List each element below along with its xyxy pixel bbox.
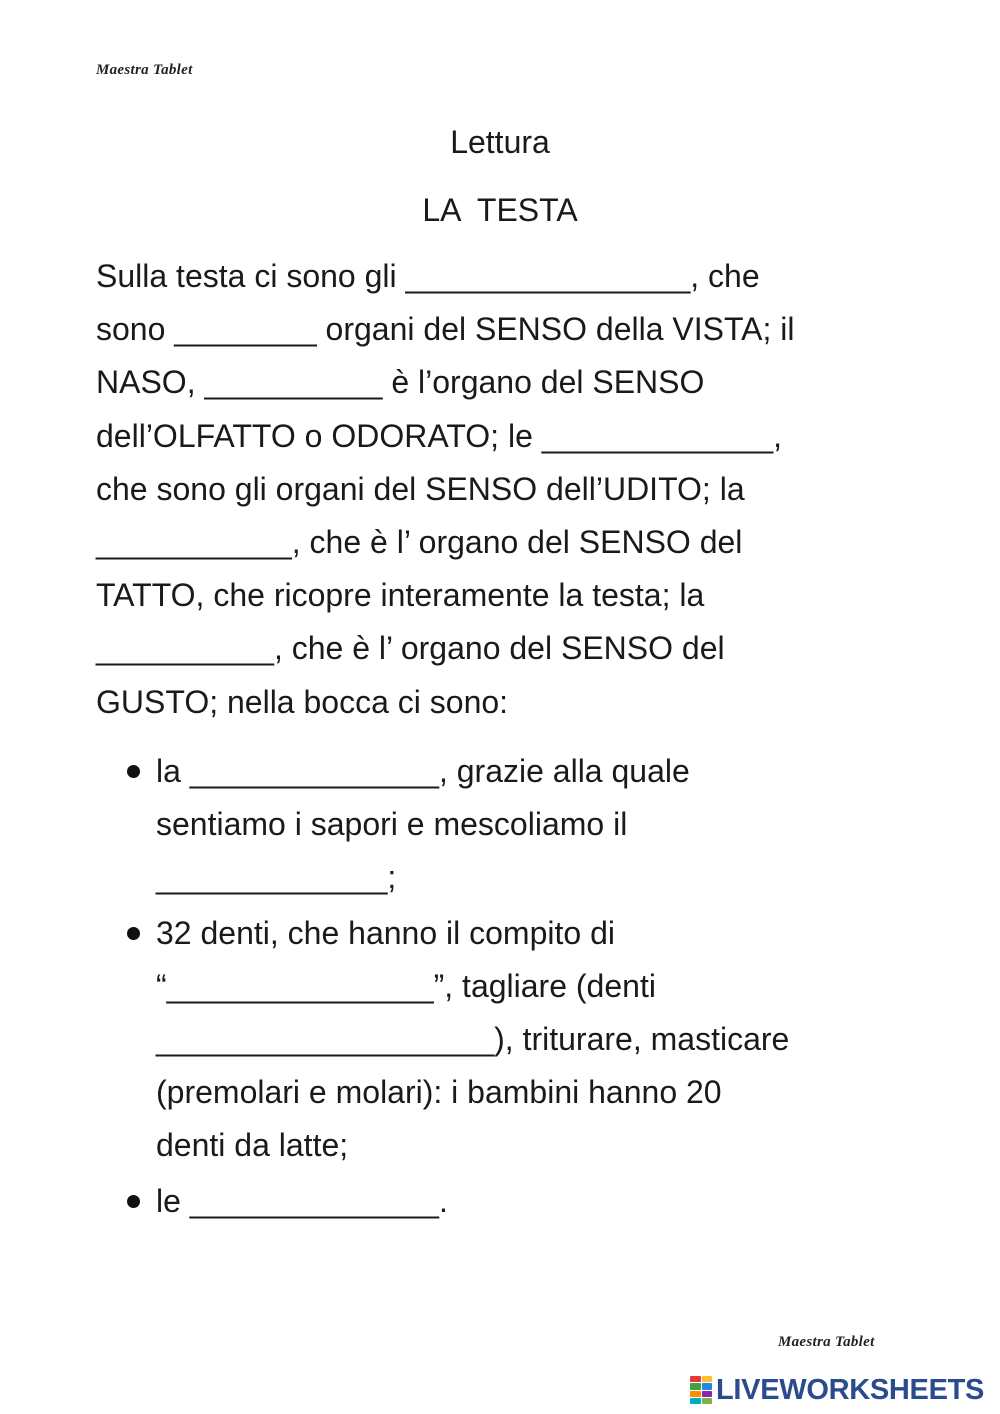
worksheet-paragraph [96, 250, 896, 729]
paragraph-line: GUSTO; nella bocca ci sono: [96, 683, 509, 720]
bullet-icon [127, 1195, 140, 1208]
bullet-line: _____________; [156, 859, 397, 896]
bullet-list [0, 745, 1000, 1230]
liveworksheets-logo[interactable] [690, 1374, 984, 1406]
bullet-line: le ______________. [156, 1182, 448, 1219]
paragraph-line: Sulla testa ci sono gli ________________, che [96, 258, 760, 294]
bullet-icon [127, 765, 140, 778]
footer-brand: Maestra Tablet [778, 1334, 875, 1350]
bullet-line: 32 denti, che hanno il compito di [156, 914, 615, 951]
liveworksheets-icon [690, 1376, 712, 1404]
bullet-item-teeth [0, 907, 1000, 1173]
document-title: LA TESTA [422, 192, 578, 228]
paragraph-line: __________, che è l’ organo del SENSO del [96, 630, 725, 667]
header-brand: Maestra Tablet [96, 62, 193, 78]
document-subtitle: Lettura [450, 124, 550, 160]
bullet-line: la ______________, grazie alla quale [156, 753, 690, 789]
bullet-item-lips [0, 1175, 1000, 1228]
paragraph-line: sono ________ organi del SENSO della VISTA; il [96, 311, 795, 348]
bullet-line: (premolari e molari): i bambini hanno 20 [156, 1074, 722, 1111]
liveworksheets-wordmark: LIVEWORKSHEETS [716, 1373, 985, 1406]
paragraph-line: dell’OLFATTO o ODORATO; le _____________, [96, 417, 782, 454]
bullet-line: ___________________), triturare, masticare [156, 1020, 790, 1057]
paragraph-line: TATTO, che ricopre interamente la testa; la [96, 577, 705, 614]
bullet-line: denti da latte; [156, 1127, 349, 1164]
paragraph-line: che sono gli organi del SENSO dell’UDITO; la [96, 470, 745, 507]
bullet-item-tongue [0, 745, 1000, 905]
paragraph-line: NASO, __________ è l’organo del SENSO [96, 364, 705, 401]
paragraph-line: ___________, che è l’ organo del SENSO del [96, 523, 743, 560]
bullet-line: sentiamo i sapori e mescoliamo il [156, 806, 628, 843]
bullet-icon [127, 927, 140, 940]
bullet-line: “_______________”, tagliare (denti [156, 967, 656, 1004]
